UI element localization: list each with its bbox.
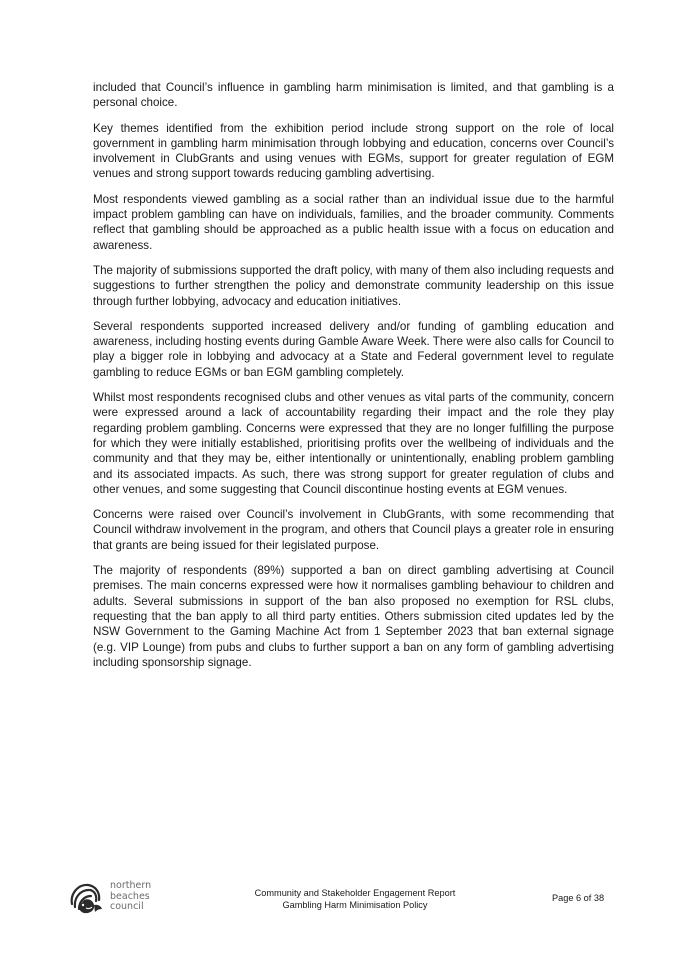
paragraph: Concerns were raised over Council’s involvement in ClubGrants, with some recommending that Council withdraw involvement in the program, and others that Council plays a greater role in ensuring that grants are being issued for their legislated purpose.	[93, 508, 614, 552]
footer-title	[245, 888, 465, 911]
document-body	[93, 80, 614, 680]
paragraph: Most respondents viewed gambling as a social rather than an individual issue due to the harmful impact problem gambling can have on individuals, families, and the broader community. Comments reflect that gambling should be approached as a public health issue with a focus on education and awareness.	[93, 192, 614, 252]
paragraph: Whilst most respondents recognised clubs and other venues as vital parts of the community, concern were expressed around a lack of accountability regarding their impact and the role they play regarding problem gambling. Concerns were expressed that they are no longer fulfilling the purpose for which they were initially established, prioritising profits over the wellbeing of individuals and the community and that they may be, either intentionally or unintentionally, enabling problem gambling and its associated impacts. As such, there was strong support for greater regulation of clubs and other venues, and some suggesting that Council discontinue hosting events at EGM venues.	[93, 391, 614, 496]
northern-beaches-council-logo-icon	[66, 878, 106, 918]
report-title: Community and Stakeholder Engagement Report	[254, 888, 456, 898]
council-logo	[66, 878, 161, 918]
logo-text-line: beaches	[110, 890, 150, 902]
logo-wordmark	[110, 881, 151, 913]
policy-title: Gambling Harm Minimisation Policy	[282, 899, 428, 910]
paragraph: Several respondents supported increased delivery and/or funding of gambling education and awareness, including hosting events during Gamble Aware Week. There were also calls for Council to play a bigger role in lobbying and advocacy at a State and Federal government level to regulate gambling to reduce EGMs or ban EGM gambling completely.	[93, 319, 614, 379]
logo-text-line: northern	[110, 880, 152, 891]
paragraph: included that Council’s influence in gambling harm minimisation is limited, and that gambling is a personal choice.	[93, 81, 614, 110]
page-footer	[0, 878, 675, 918]
page-number: Page 6 of 38	[552, 893, 605, 903]
paragraph: Key themes identified from the exhibition period include strong support on the role of local government in gambling harm minimisation through lobbying and education, concerns over Council’s involvement in ClubGrants and using venues with EGMs, support for greater regulation of EGM venues and strong support towards reducing gambling advertising.	[93, 121, 614, 181]
paragraph: The majority of submissions supported the draft policy, with many of them also including requests and suggestions to further strengthen the policy and demonstrate community leadership on this issue through further lobbying, advocacy and education initiatives.	[93, 263, 614, 308]
paragraph: The majority of respondents (89%) supported a ban on direct gambling advertising at Council premises. The main concerns expressed were how it normalises gambling behaviour to children and adults. Several submissions in support of the ban also proposed no exemption for RSL clubs, requesting that the ban apply to all third party entities. Others submission cited updates led by the NSW Government to the Gaming Machine Act from 1 September 2023 that ban external signage (e.g. VIP Lounge) from pubs and clubs to further support a ban on any form of gambling advertising including sponsorship signage.	[93, 564, 614, 669]
logo-text-line: council	[110, 901, 144, 912]
